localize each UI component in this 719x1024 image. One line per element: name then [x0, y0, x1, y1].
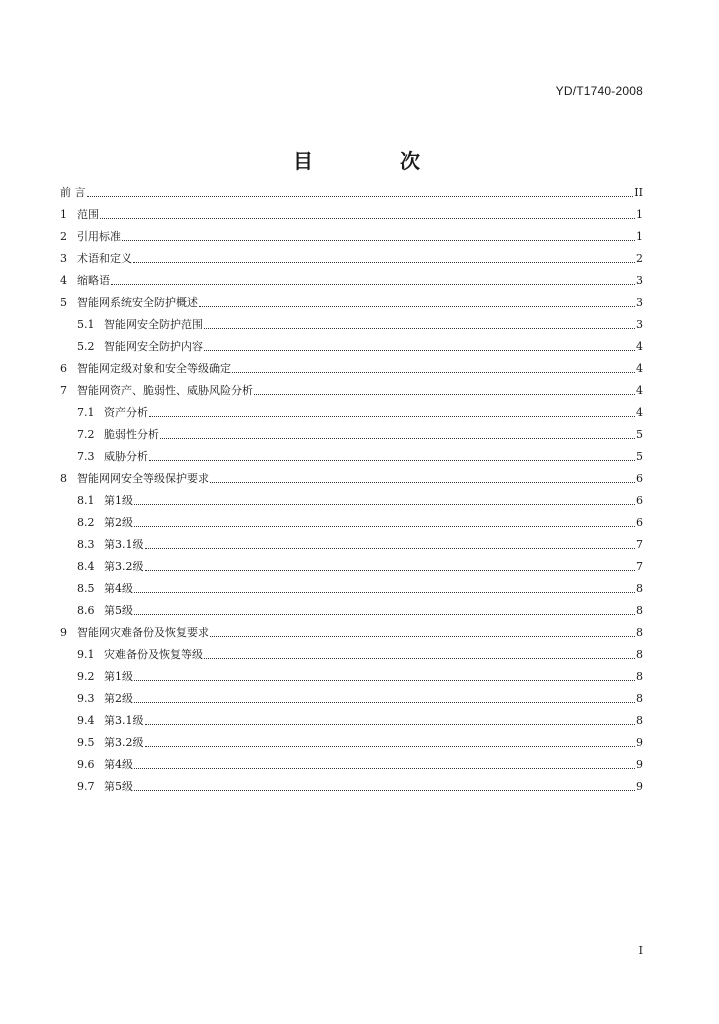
toc-entry-number: 7 [60, 384, 67, 397]
toc-entry-label: 缩略语 [77, 274, 110, 287]
toc-entry[interactable] [60, 688, 643, 710]
toc-entry-label: 第2级 [104, 516, 133, 529]
toc-dot-leader [134, 767, 635, 769]
toc-entry-number: 5.2 [77, 340, 95, 353]
toc-entry-label: 第3.1级 [104, 714, 144, 727]
toc-entry-number: 4 [60, 274, 67, 287]
toc-entry[interactable] [60, 490, 643, 512]
toc-entry-label: 智能网资产、脆弱性、威胁风险分析 [77, 384, 253, 397]
toc-entry-page: 4 [636, 406, 643, 419]
toc-entry-label: 资产分析 [104, 406, 148, 419]
toc-entry-number: 8.5 [77, 582, 95, 595]
toc-dot-leader [149, 415, 635, 417]
toc-entry-page: 9 [636, 758, 643, 771]
toc-dot-leader [199, 305, 635, 307]
toc-entry[interactable] [60, 270, 643, 292]
toc-dot-leader [134, 591, 635, 593]
toc-dot-leader [87, 195, 634, 197]
toc-dot-leader [160, 437, 635, 439]
toc-entry-number: 9.5 [77, 736, 95, 749]
toc-entry[interactable] [60, 600, 643, 622]
toc-dot-leader [204, 349, 635, 351]
toc-entry[interactable] [60, 732, 643, 754]
toc-entry-label: 智能网灾难备份及恢复要求 [77, 626, 209, 639]
toc-dot-leader [210, 481, 635, 483]
toc-dot-leader [145, 745, 636, 747]
toc-entry-label: 前 言 [60, 186, 86, 199]
toc-entry-label: 智能网安全防护内容 [104, 340, 203, 353]
toc-entry[interactable] [60, 512, 643, 534]
toc-dot-leader [134, 679, 635, 681]
toc-title: 目 次 [293, 149, 460, 174]
toc-entry-page: 3 [636, 274, 643, 287]
toc-entry-number: 9.1 [77, 648, 95, 661]
toc-entry-page: 8 [636, 648, 643, 661]
toc-entry-number: 8.3 [77, 538, 95, 551]
toc-entry-page: 8 [636, 714, 643, 727]
toc-entry-number: 7.3 [77, 450, 95, 463]
toc-dot-leader [100, 217, 635, 219]
toc-entry[interactable] [60, 292, 643, 314]
toc-entry-page: 9 [636, 780, 643, 793]
toc-entry[interactable] [60, 644, 643, 666]
toc-entry-label: 第5级 [104, 780, 133, 793]
toc-entry-label: 第1级 [104, 494, 133, 507]
toc-dot-leader [111, 283, 635, 285]
toc-dot-leader [254, 393, 635, 395]
toc-entry-label: 第4级 [104, 758, 133, 771]
toc-entry-number: 5 [60, 296, 67, 309]
toc-entry-number: 8.1 [77, 494, 95, 507]
toc-entry[interactable] [60, 776, 643, 798]
toc-entry[interactable] [60, 446, 643, 468]
toc-entry-page: 4 [636, 384, 643, 397]
toc-entry-page: 5 [636, 428, 643, 441]
table-of-contents [60, 182, 643, 798]
toc-entry-page: 3 [636, 296, 643, 309]
toc-entry-page: 8 [636, 670, 643, 683]
toc-entry[interactable] [60, 380, 643, 402]
toc-entry-label: 智能网网安全等级保护要求 [77, 472, 209, 485]
toc-entry-number: 9.7 [77, 780, 95, 793]
toc-entry-page: 8 [636, 582, 643, 595]
toc-entry-label: 引用标准 [77, 230, 121, 243]
toc-entry[interactable] [60, 358, 643, 380]
toc-entry-label: 第4级 [104, 582, 133, 595]
toc-entry-label: 第3.1级 [104, 538, 144, 551]
toc-entry-number: 8.2 [77, 516, 95, 529]
toc-dot-leader [134, 789, 635, 791]
toc-entry[interactable] [60, 424, 643, 446]
toc-entry-label: 灾难备份及恢复等级 [104, 648, 203, 661]
toc-entry-number: 6 [60, 362, 67, 375]
toc-entry-page: 9 [636, 736, 643, 749]
toc-entry-number: 7.1 [77, 406, 95, 419]
toc-entry-number: 8.4 [77, 560, 95, 573]
toc-entry[interactable] [60, 666, 643, 688]
toc-dot-leader [204, 327, 635, 329]
toc-entry[interactable] [60, 468, 643, 490]
toc-entry-label: 第1级 [104, 670, 133, 683]
toc-entry[interactable] [60, 314, 643, 336]
toc-entry[interactable] [60, 336, 643, 358]
toc-entry-page: 8 [636, 692, 643, 705]
toc-entry-number: 1 [60, 208, 67, 221]
toc-dot-leader [134, 613, 635, 615]
toc-dot-leader [134, 701, 635, 703]
toc-entry-page: 4 [636, 340, 643, 353]
toc-dot-leader [134, 503, 635, 505]
toc-dot-leader [145, 569, 636, 571]
toc-entry-label: 智能网系统安全防护概述 [77, 296, 198, 309]
toc-entry-number: 3 [60, 252, 67, 265]
toc-entry-label: 脆弱性分析 [104, 428, 159, 441]
toc-entry[interactable] [60, 534, 643, 556]
toc-dot-leader [204, 657, 635, 659]
toc-entry-page: 1 [636, 208, 643, 221]
toc-entry-number: 2 [60, 230, 67, 243]
toc-entry-number: 8.6 [77, 604, 95, 617]
toc-entry-page: 4 [636, 362, 643, 375]
toc-entry-page: 3 [636, 318, 643, 331]
toc-entry-label: 范围 [77, 208, 99, 221]
toc-entry-page: 2 [636, 252, 643, 265]
toc-entry-number: 9.6 [77, 758, 95, 771]
toc-entry-label: 术语和定义 [77, 252, 132, 265]
toc-dot-leader [232, 371, 635, 373]
toc-entry[interactable] [60, 754, 643, 776]
toc-entry-label: 第5级 [104, 604, 133, 617]
toc-entry-page: 7 [636, 538, 643, 551]
toc-entry-number: 9.4 [77, 714, 95, 727]
toc-entry[interactable] [60, 578, 643, 600]
toc-entry-label: 威胁分析 [104, 450, 148, 463]
toc-dot-leader [145, 547, 636, 549]
toc-dot-leader [134, 525, 635, 527]
toc-entry-page: 6 [636, 494, 643, 507]
toc-entry-page: 5 [636, 450, 643, 463]
toc-entry-label: 智能网定级对象和安全等级确定 [77, 362, 231, 375]
toc-entry-label: 第3.2级 [104, 560, 144, 573]
toc-entry-label: 智能网安全防护范围 [104, 318, 203, 331]
toc-dot-leader [133, 261, 635, 263]
page-number: I [638, 944, 643, 957]
toc-dot-leader [210, 635, 635, 637]
toc-entry[interactable] [60, 622, 643, 644]
toc-dot-leader [149, 459, 635, 461]
toc-entry-page: 6 [636, 472, 643, 485]
toc-entry-page: 7 [636, 560, 643, 573]
toc-entry-page: II [634, 186, 643, 199]
toc-entry[interactable] [60, 402, 643, 424]
toc-entry[interactable] [60, 182, 643, 204]
toc-entry-number: 9.2 [77, 670, 95, 683]
toc-entry-number: 8 [60, 472, 67, 485]
toc-entry-label: 第2级 [104, 692, 133, 705]
toc-dot-leader [122, 239, 635, 241]
toc-entry-number: 5.1 [77, 318, 95, 331]
toc-entry[interactable] [60, 226, 643, 248]
toc-entry-number: 9 [60, 626, 67, 639]
toc-entry-label: 第3.2级 [104, 736, 144, 749]
toc-entry-page: 8 [636, 604, 643, 617]
document-code: YD/T1740-2008 [555, 84, 643, 98]
toc-entry[interactable] [60, 556, 643, 578]
toc-entry[interactable] [60, 248, 643, 270]
toc-entry[interactable] [60, 204, 643, 226]
toc-entry-number: 9.3 [77, 692, 95, 705]
toc-entry-page: 6 [636, 516, 643, 529]
toc-dot-leader [145, 723, 636, 725]
toc-entry[interactable] [60, 710, 643, 732]
toc-entry-page: 8 [636, 626, 643, 639]
toc-entry-page: 1 [636, 230, 643, 243]
toc-entry-number: 7.2 [77, 428, 95, 441]
